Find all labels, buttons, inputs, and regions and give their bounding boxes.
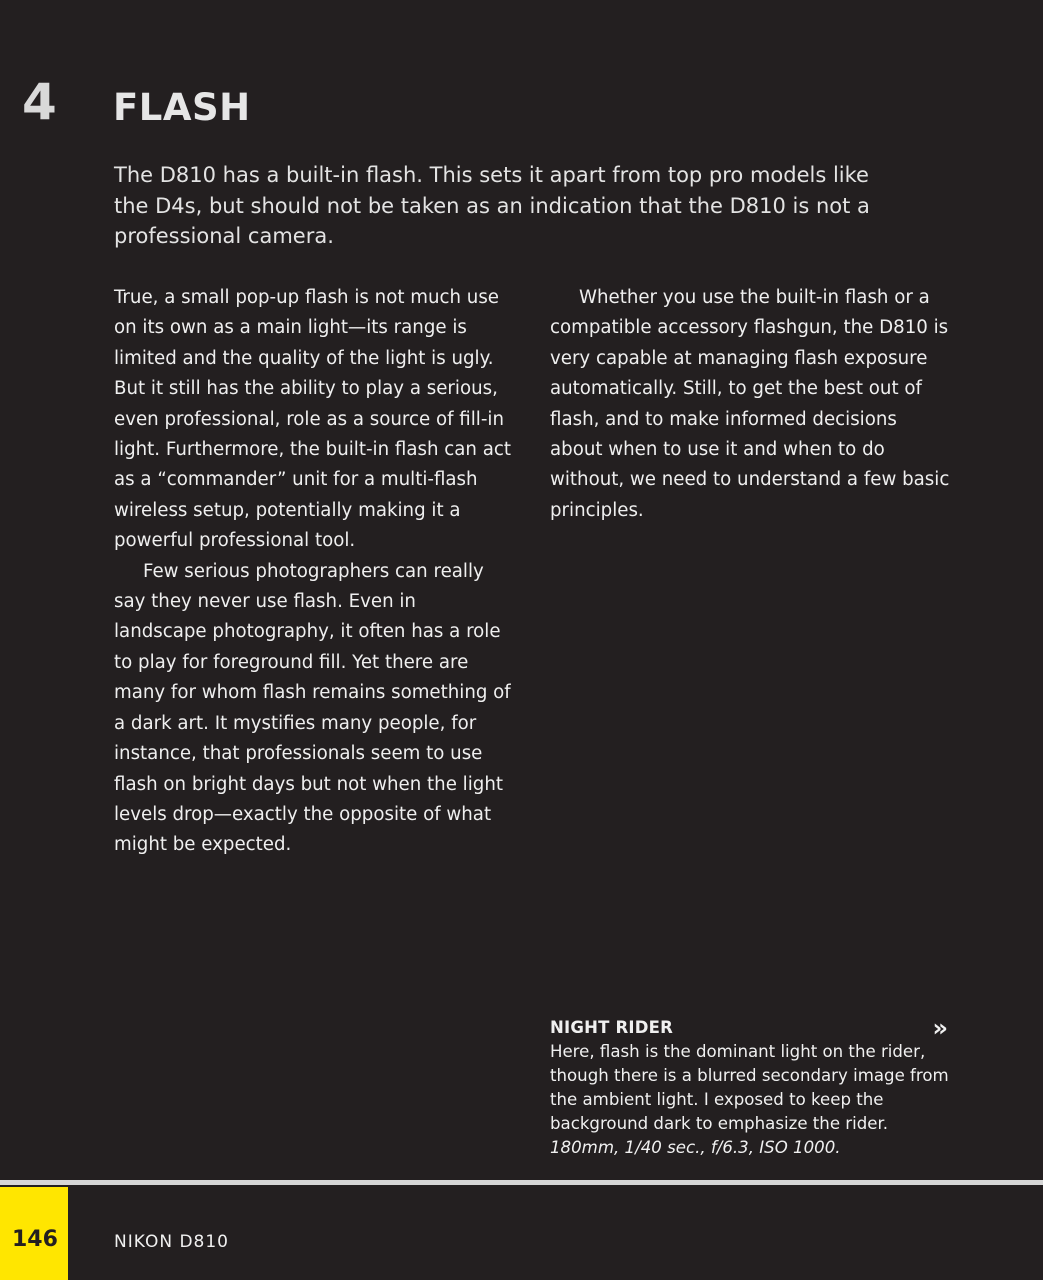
footer-divider (0, 1180, 1043, 1185)
caption-text: Here, flash is the dominant light on the rider, though there is a blurred secondary image from the ambient light. I exposed to keep the background dark to emphasize the rider. (550, 1042, 949, 1133)
caption-title: NIGHT RIDER (550, 1018, 674, 1037)
page-number: 146 (12, 1227, 58, 1252)
running-footer-title: NIKON D810 (114, 1232, 229, 1252)
body-paragraph: True, a small pop-up flash is not much use on its own as a main light—its range is limited and the quality of the light is ugly. But it still has the ability to play a serious, even professional, role as a source of fill-in light. Furthermore, the built-in flash can act as a “commander” unit for a multi-flash wireless setup, potentially making it a powerful professional tool. (114, 287, 511, 552)
double-chevron-right-icon: » (932, 1014, 948, 1042)
body-column-left (114, 283, 514, 861)
caption-exif: 180mm, 1/40 sec., f/6.3, ISO 1000. (550, 1138, 841, 1157)
intro-paragraph: The D810 has a built-in flash. This sets it apart from top pro models like the D4s, but should not be taken as an indication that the D810 is not a professional camera. (114, 163, 870, 248)
chapter-title: FLASH (113, 86, 251, 129)
caption-header (550, 1016, 950, 1040)
body-column-right (550, 283, 952, 526)
body-paragraph: Whether you use the built-in flash or a compatible accessory flashgun, the D810 is very capable at managing flash exposure automatically. Still, to get the best out of flash, and to make informed decisions about when to use it and when to do without, we need to understand a few basic principles. (550, 287, 950, 521)
body-paragraph: Few serious photographers can really say they never use flash. Even in landscape photography, it often has a role to play for foreground fill. Yet there are many for whom flash remains something of a dark art. It mystifies many people, for instance, that professionals seem to use flash on bright days but not when the light levels drop—exactly the opposite of what might be expected. (114, 560, 511, 856)
photo-caption (550, 1016, 950, 1160)
chapter-number: 4 (22, 73, 56, 131)
